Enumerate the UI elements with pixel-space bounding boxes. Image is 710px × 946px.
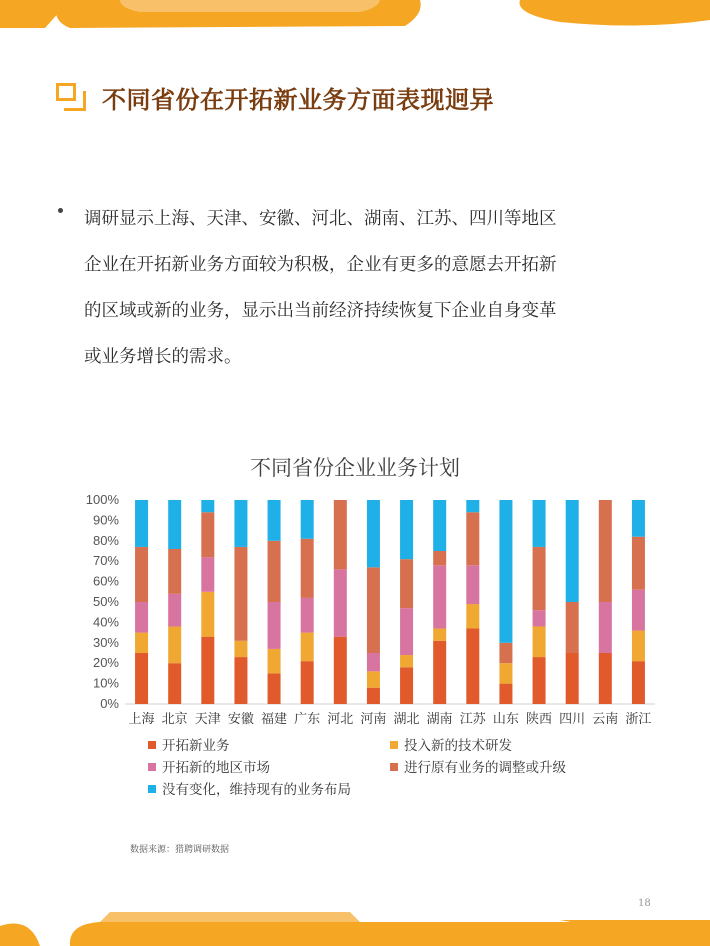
bar-segment — [234, 500, 247, 547]
bar-segment — [268, 602, 281, 649]
legend-label: 投入新的技术研发 — [404, 738, 512, 754]
bar-segment — [367, 500, 380, 567]
x-tick-label: 湖南 — [426, 712, 453, 727]
bar-segment — [268, 541, 281, 602]
bar-segment — [135, 500, 148, 547]
x-tick-label: 安徽 — [227, 712, 254, 727]
bar-segment — [168, 594, 181, 627]
summary-bullet — [58, 196, 658, 380]
legend-swatch — [148, 763, 156, 771]
bar-segment — [433, 565, 446, 628]
bar-segment — [533, 547, 546, 610]
bar-segment — [533, 500, 546, 547]
legend-swatch — [148, 785, 156, 793]
y-tick-label: 90% — [92, 512, 119, 528]
bar-segment — [135, 653, 148, 704]
bar-segment — [466, 500, 479, 512]
y-tick-label: 10% — [92, 675, 119, 691]
x-tick-label: 上海 — [128, 712, 155, 727]
x-tick-label: 湖北 — [393, 712, 420, 727]
bottom-decoration — [0, 906, 710, 946]
y-tick-label: 70% — [92, 553, 119, 569]
bar-segment — [135, 602, 148, 633]
bar-segment — [433, 500, 446, 551]
bar-segment — [632, 537, 645, 590]
bar-segment — [566, 602, 579, 653]
bar-segment — [234, 641, 247, 657]
bar-segment — [632, 631, 645, 662]
bar-segment — [201, 557, 214, 592]
bar-segment — [466, 512, 479, 565]
x-tick-label: 浙江 — [625, 712, 652, 727]
bar-segment — [499, 643, 512, 663]
top-decoration — [0, 0, 710, 40]
bar-segment — [533, 610, 546, 626]
bar-segment — [334, 500, 347, 569]
bar-segment — [201, 592, 214, 637]
page-number: 18 — [638, 898, 651, 909]
bar-segment — [168, 663, 181, 704]
bar-segment — [135, 633, 148, 653]
y-tick-label: 40% — [92, 614, 119, 630]
bar-segment — [367, 653, 380, 671]
bar-segment — [201, 500, 214, 512]
x-tick-label: 广东 — [294, 712, 321, 727]
bar-segment — [168, 500, 181, 549]
x-tick-label: 陕西 — [526, 712, 553, 727]
bar-segment — [301, 539, 314, 598]
bar-segment — [301, 500, 314, 539]
chart-title: 不同省份企业业务计划 — [250, 456, 460, 480]
bar-segment — [433, 629, 446, 641]
bar-segment — [599, 500, 612, 602]
bar-segment — [566, 653, 579, 704]
x-tick-label: 河南 — [360, 712, 387, 727]
page-title: 不同省份在开拓新业务方面表现迥异 — [102, 86, 494, 114]
x-tick-label: 云南 — [592, 712, 619, 727]
bar-segment — [499, 663, 512, 683]
bar-segment — [599, 653, 612, 704]
bar-segment — [400, 608, 413, 655]
bar-segment — [201, 637, 214, 704]
bar-segment — [566, 500, 579, 602]
title-square-icon — [56, 83, 88, 113]
bar-segment — [367, 671, 380, 687]
bar-segment — [466, 629, 479, 704]
bar-segment — [135, 547, 148, 602]
legend-label: 没有变化，维持现有的业务布局 — [162, 782, 351, 798]
x-tick-label: 山东 — [492, 712, 519, 727]
bar-segment — [168, 626, 181, 663]
bar-segment — [499, 684, 512, 704]
bar-segment — [234, 547, 247, 641]
y-tick-label: 100% — [85, 492, 119, 507]
bar-segment — [466, 604, 479, 628]
bar-segment — [632, 590, 645, 631]
y-tick-label: 60% — [92, 573, 119, 589]
bar-segment — [632, 661, 645, 704]
bullet-dot-icon — [58, 208, 63, 213]
bar-segment — [400, 500, 413, 559]
bar-segment — [632, 500, 645, 537]
x-tick-label: 天津 — [194, 712, 221, 727]
bar-segment — [400, 559, 413, 608]
x-tick-label: 江苏 — [459, 712, 486, 727]
data-source: 数据来源：猎聘调研数据 — [130, 845, 230, 855]
bar-segment — [334, 637, 347, 704]
stacked-bar-chart — [0, 480, 710, 820]
legend-swatch — [390, 763, 398, 771]
bar-segment — [433, 641, 446, 704]
legend-label: 开拓新业务 — [162, 738, 230, 754]
y-tick-label: 20% — [92, 655, 119, 671]
bar-segment — [533, 657, 546, 704]
bar-segment — [234, 657, 247, 704]
bar-segment — [201, 512, 214, 557]
bar-segment — [268, 673, 281, 704]
y-tick-label: 0% — [100, 696, 119, 711]
summary-text: 调研显示上海、天津、安徽、河北、湖南、江苏、四川等地区 企业在开拓新业务方面较为积极，企业有更多的意愿去开拓新 的区域或新的业务，显示出当前经济持续恢复下企业自身变革 或业务增长的需求。 — [84, 209, 557, 367]
bar-segment — [599, 602, 612, 653]
legend-label: 进行原有业务的调整或升级 — [404, 760, 566, 776]
bar-segment — [334, 569, 347, 636]
bar-segment — [533, 626, 546, 657]
x-tick-label: 四川 — [559, 712, 586, 727]
x-tick-label: 福建 — [261, 712, 288, 727]
legend-swatch — [390, 741, 398, 749]
bar-segment — [301, 598, 314, 633]
bar-segment — [367, 567, 380, 653]
x-tick-label: 北京 — [161, 712, 188, 727]
bar-segment — [168, 549, 181, 594]
bar-segment — [433, 551, 446, 565]
bar-segment — [301, 661, 314, 704]
bar-segment — [466, 565, 479, 604]
page-header — [56, 80, 494, 115]
x-tick-label: 河北 — [327, 712, 354, 727]
bar-segment — [400, 667, 413, 704]
bar-segment — [499, 500, 512, 643]
y-tick-label: 50% — [92, 594, 119, 609]
bar-segment — [301, 633, 314, 662]
legend-swatch — [148, 741, 156, 749]
bar-segment — [367, 688, 380, 704]
y-tick-label: 80% — [92, 532, 119, 548]
y-tick-label: 30% — [92, 634, 119, 650]
legend-label: 开拓新的地区市场 — [162, 760, 270, 776]
bar-segment — [268, 500, 281, 541]
bar-segment — [400, 655, 413, 667]
bar-segment — [268, 649, 281, 673]
